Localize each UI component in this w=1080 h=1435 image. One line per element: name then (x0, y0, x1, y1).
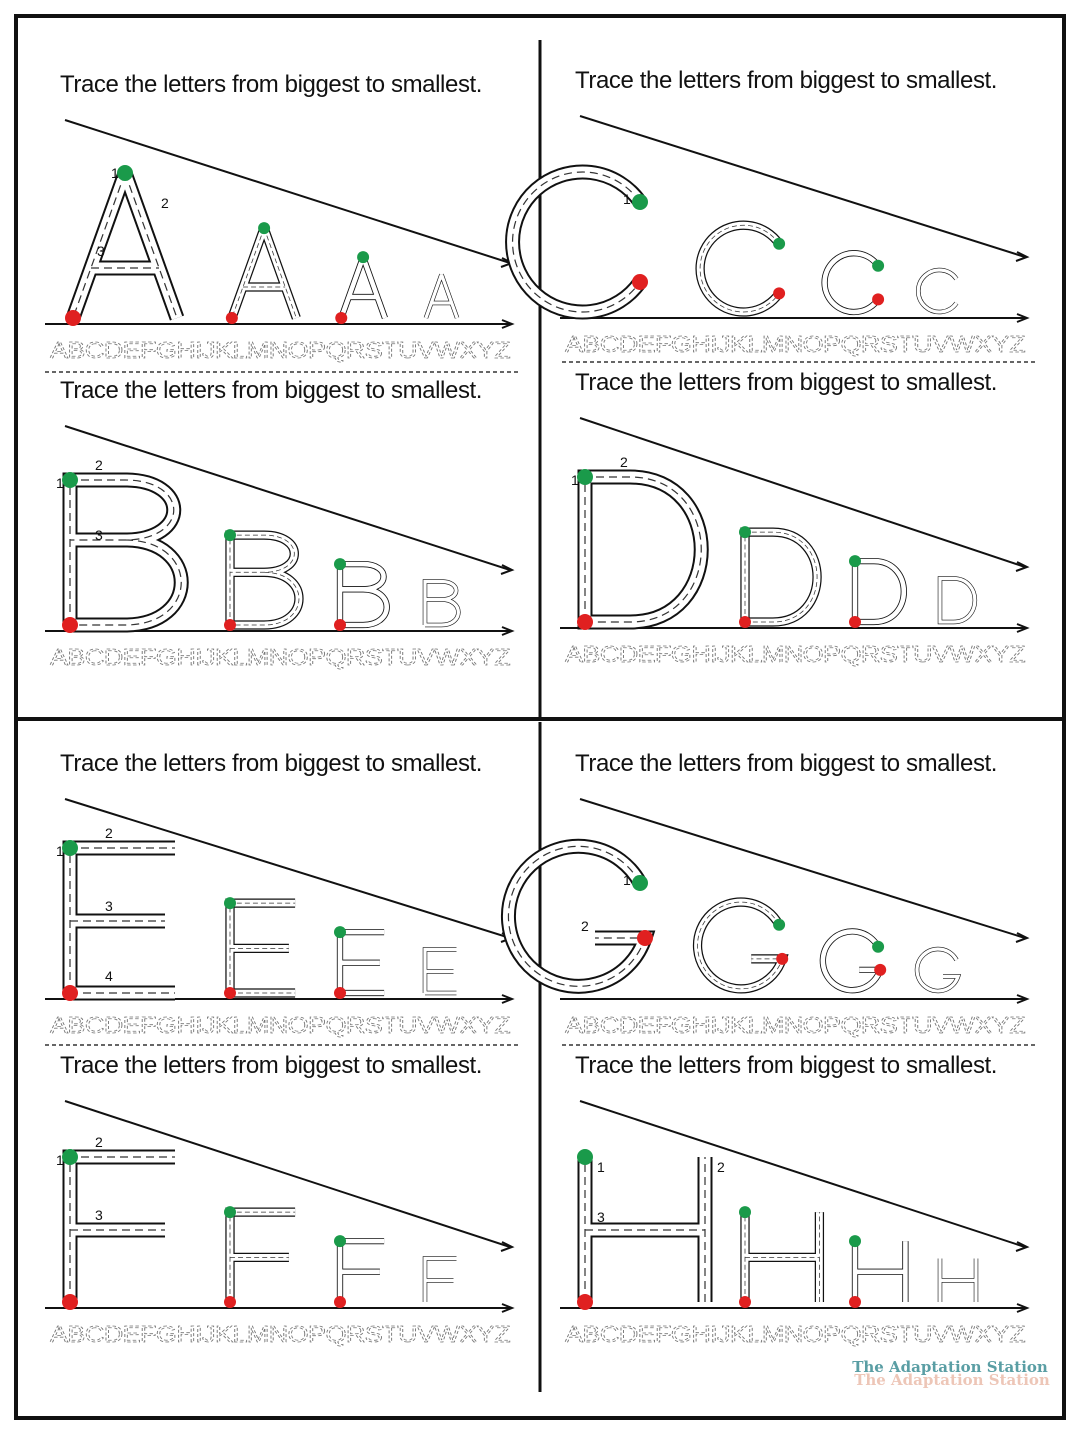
start-dot (872, 941, 884, 953)
start-dot (258, 222, 270, 234)
start-dot (773, 919, 785, 931)
start-dot (334, 558, 346, 570)
traceable-letter-e[interactable] (224, 897, 295, 999)
instruction-heading: Trace the letters from biggest to smallest. (60, 71, 483, 98)
traceable-letter-e[interactable] (334, 926, 384, 999)
start-dot (577, 1149, 593, 1165)
start-dot (62, 472, 78, 488)
alphabet-strip: ABCDEFGHIJKLMNOPQRSTUVWXYZ (565, 1321, 1026, 1347)
traceable-letter-b[interactable] (425, 582, 458, 626)
start-dot (849, 555, 861, 567)
end-dot (334, 987, 346, 999)
traceable-letter-h[interactable] (940, 1259, 976, 1303)
end-dot (849, 1296, 861, 1308)
end-dot (739, 1296, 751, 1308)
brand-logo: The Adaptation Station (852, 1358, 1048, 1376)
start-dot (849, 1235, 861, 1247)
traceable-letter-a[interactable] (65, 165, 177, 326)
alphabet-strip: ABCDEFGHIJKLMNOPQRSTUVWXYZ (50, 1012, 511, 1038)
tracing-panel-c (513, 67, 1027, 357)
step-number: 1 (111, 165, 119, 181)
tracing-panel-g (508, 750, 1027, 1038)
end-dot (224, 1296, 236, 1308)
alphabet-strip: ABCDEFGHIJKLMNOPQRSTUVWXYZ (50, 337, 511, 363)
start-dot (739, 526, 751, 538)
step-number: 1 (56, 1152, 64, 1168)
traceable-letter-b[interactable] (224, 529, 299, 631)
start-dot (62, 840, 78, 856)
step-number: 1 (623, 191, 631, 207)
end-dot (739, 616, 751, 628)
end-dot (224, 619, 236, 631)
tracing-panel-b (45, 377, 512, 670)
end-dot (874, 964, 886, 976)
traceable-letter-a[interactable] (226, 222, 296, 324)
step-number: 1 (56, 475, 64, 491)
end-dot (577, 1294, 593, 1310)
traceable-letter-e[interactable] (62, 840, 175, 1001)
traceable-letter-g[interactable] (823, 931, 886, 990)
alphabet-strip: ABCDEFGHIJKLMNOPQRSTUVWXYZ (50, 644, 511, 670)
step-number: 3 (95, 527, 103, 543)
end-dot (62, 617, 78, 633)
instruction-heading: Trace the letters from biggest to smallest. (60, 1052, 483, 1079)
step-number: 2 (95, 457, 103, 473)
tracing-panel-a (45, 71, 512, 363)
start-dot (334, 926, 346, 938)
alphabet-strip: ABCDEFGHIJKLMNOPQRSTUVWXYZ (565, 641, 1026, 667)
step-number: 2 (95, 1134, 103, 1150)
traceable-letter-d[interactable] (849, 555, 904, 628)
end-dot (65, 310, 81, 326)
traceable-letter-f[interactable] (334, 1235, 384, 1308)
end-dot (226, 312, 238, 324)
traceable-letter-c[interactable] (918, 270, 956, 312)
step-number: 2 (105, 825, 113, 841)
instruction-heading: Trace the letters from biggest to smallest. (60, 377, 483, 404)
alphabet-strip: ABCDEFGHIJKLMNOPQRSTUVWXYZ (50, 1321, 511, 1347)
traceable-letter-d[interactable] (577, 469, 701, 630)
traceable-letter-a[interactable] (426, 275, 457, 319)
start-dot (773, 238, 785, 250)
start-dot (334, 1235, 346, 1247)
step-number: 1 (56, 843, 64, 859)
traceable-letter-b[interactable] (334, 558, 387, 631)
traceable-letter-e[interactable] (425, 950, 457, 994)
instruction-heading: Trace the letters from biggest to smallest. (575, 67, 998, 94)
start-dot (224, 1206, 236, 1218)
traceable-letter-d[interactable] (739, 526, 817, 628)
start-dot (224, 897, 236, 909)
start-dot (357, 251, 369, 263)
tracing-panel-e (45, 750, 512, 1038)
traceable-letter-g[interactable] (698, 902, 789, 989)
traceable-letter-b[interactable] (62, 472, 181, 633)
step-number: 1 (623, 872, 631, 888)
size-guide-line (65, 426, 510, 570)
traceable-letter-f[interactable] (62, 1149, 175, 1310)
instruction-heading: Trace the letters from biggest to smallest. (575, 369, 998, 396)
traceable-letter-a[interactable] (335, 251, 385, 324)
start-dot (632, 875, 648, 891)
traceable-letter-f[interactable] (224, 1206, 295, 1308)
step-number: 3 (95, 1207, 103, 1223)
step-number: 2 (717, 1159, 725, 1175)
end-dot (776, 953, 788, 965)
step-number: 3 (105, 898, 113, 914)
alphabet-strip: ABCDEFGHIJKLMNOPQRSTUVWXYZ (565, 1012, 1026, 1038)
instruction-heading: Trace the letters from biggest to smallest. (575, 750, 998, 777)
end-dot (62, 985, 78, 1001)
start-dot (632, 194, 648, 210)
step-number: 4 (105, 968, 113, 984)
end-dot (335, 312, 347, 324)
step-number: 3 (597, 1209, 605, 1225)
traceable-letter-g[interactable] (917, 949, 958, 991)
traceable-letter-c[interactable] (700, 225, 785, 312)
traceable-letter-d[interactable] (940, 579, 975, 623)
instruction-heading: Trace the letters from biggest to smallest. (60, 750, 483, 777)
end-dot (632, 274, 648, 290)
traceable-letter-g[interactable] (508, 846, 653, 986)
instruction-heading: Trace the letters from biggest to smallest. (575, 1052, 998, 1079)
end-dot (872, 293, 884, 305)
traceable-letter-c[interactable] (825, 253, 885, 312)
step-number: 2 (581, 918, 589, 934)
end-dot (637, 930, 653, 946)
brand-shadow: The Adaptation Station (854, 1371, 1050, 1389)
start-dot (872, 260, 884, 272)
end-dot (334, 619, 346, 631)
end-dot (773, 287, 785, 299)
traceable-letter-h[interactable] (739, 1206, 819, 1308)
size-guide-line (580, 799, 1025, 938)
step-number: 2 (161, 195, 169, 211)
step-number: 2 (620, 454, 628, 470)
traceable-letter-f[interactable] (425, 1259, 457, 1303)
end-dot (62, 1294, 78, 1310)
end-dot (224, 987, 236, 999)
start-dot (739, 1206, 751, 1218)
alphabet-strip: ABCDEFGHIJKLMNOPQRSTUVWXYZ (565, 331, 1026, 357)
start-dot (577, 469, 593, 485)
step-number: 1 (571, 472, 579, 488)
traceable-letter-h[interactable] (849, 1235, 905, 1308)
tracing-panel-h (560, 1052, 1027, 1347)
start-dot (62, 1149, 78, 1165)
step-number: 3 (97, 243, 105, 259)
step-number: 1 (597, 1159, 605, 1175)
end-dot (849, 616, 861, 628)
tracing-panel-d (560, 369, 1027, 667)
start-dot (117, 165, 133, 181)
end-dot (334, 1296, 346, 1308)
size-guide-line (580, 116, 1025, 257)
start-dot (224, 529, 236, 541)
tracing-panel-f (45, 1052, 512, 1347)
end-dot (577, 614, 593, 630)
